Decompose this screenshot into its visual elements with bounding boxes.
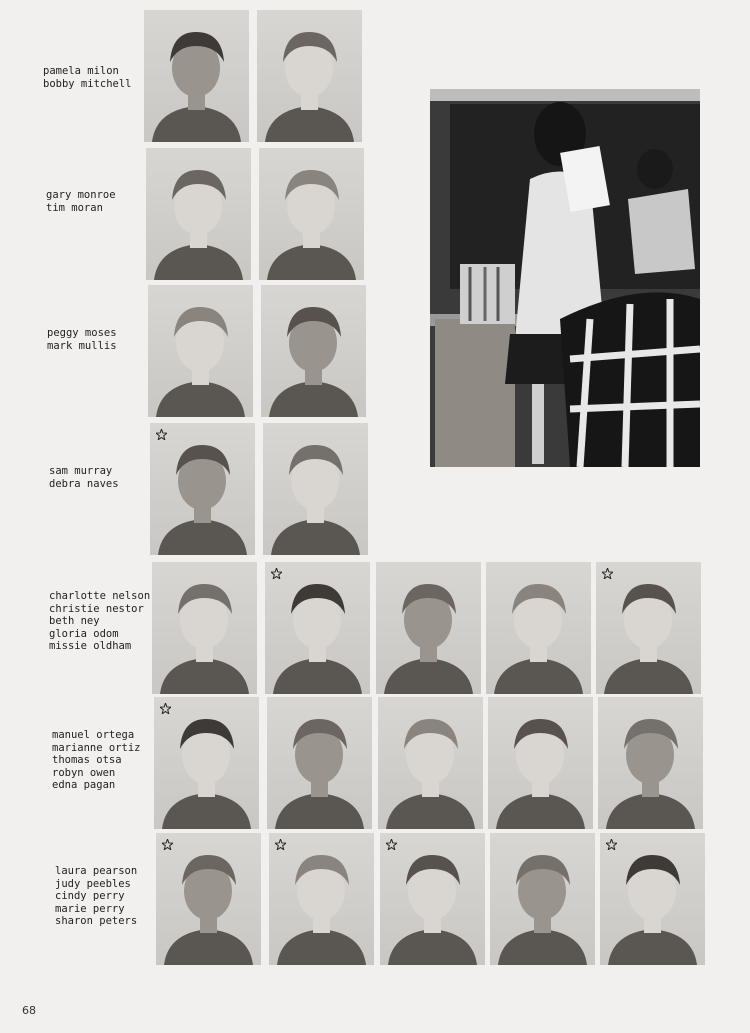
names-group-5 <box>49 590 150 653</box>
student-name: charlotte nelson <box>49 590 151 602</box>
student-portrait <box>144 10 249 142</box>
student-name: christie nestor <box>49 602 144 615</box>
student-portrait <box>269 833 374 965</box>
student-portrait <box>265 562 370 694</box>
student-portrait <box>259 148 364 280</box>
star-mark-icon <box>606 839 617 850</box>
names-group-2 <box>46 189 116 214</box>
classroom-scene-illustration <box>430 89 700 467</box>
student-portrait <box>376 562 481 694</box>
student-name: marianne ortiz <box>52 741 141 754</box>
student-portrait <box>488 697 593 829</box>
star-mark-icon <box>160 703 171 714</box>
student-portrait <box>257 10 362 142</box>
student-name: judy peebles <box>55 877 131 890</box>
student-portrait <box>263 423 368 555</box>
student-name: debra naves <box>49 477 119 490</box>
names-group-7 <box>55 865 137 928</box>
student-name: thomas otsa <box>52 754 122 766</box>
student-portrait <box>148 285 253 417</box>
star-mark-icon <box>271 568 282 579</box>
star-mark-icon <box>156 429 167 440</box>
star-mark-icon <box>162 839 173 850</box>
student-portrait <box>596 562 701 694</box>
student-portrait <box>267 697 372 829</box>
student-portrait <box>380 833 485 965</box>
classroom-photo <box>430 89 700 467</box>
star-mark-icon <box>275 839 286 850</box>
page-number: 68 <box>22 1004 36 1017</box>
student-portrait <box>378 697 483 829</box>
student-name: gary monroe <box>46 189 116 201</box>
student-name: bobby mitchell <box>43 77 132 90</box>
student-portrait <box>600 833 705 965</box>
student-name: mark mullis <box>47 339 117 352</box>
student-portrait <box>154 697 259 829</box>
student-portrait <box>146 148 251 280</box>
student-portrait <box>598 697 703 829</box>
student-name: peggy moses <box>47 327 117 339</box>
student-portrait <box>156 833 261 965</box>
names-group-3 <box>47 327 117 352</box>
student-name: cindy perry <box>55 890 125 902</box>
student-name: sharon peters <box>55 915 138 927</box>
student-name: pamela milon <box>43 65 119 77</box>
names-group-1 <box>43 65 132 90</box>
student-name: robyn owen <box>52 766 116 779</box>
student-portrait <box>261 285 366 417</box>
star-mark-icon <box>602 568 613 579</box>
student-name: gloria odom <box>49 627 119 640</box>
names-group-4 <box>49 465 119 490</box>
student-portrait <box>490 833 595 965</box>
student-name: edna pagan <box>52 779 116 791</box>
student-portrait <box>150 423 255 555</box>
student-name: marie perry <box>55 902 125 915</box>
student-name: missie oldham <box>49 640 132 652</box>
names-group-6 <box>52 729 141 792</box>
student-name: manuel ortega <box>52 729 135 741</box>
star-mark-icon <box>386 839 397 850</box>
student-portrait <box>152 562 257 694</box>
student-name: beth ney <box>49 615 100 627</box>
student-portrait <box>486 562 591 694</box>
student-name: tim moran <box>46 201 103 214</box>
student-name: sam murray <box>49 465 113 477</box>
student-name: laura pearson <box>55 865 138 877</box>
